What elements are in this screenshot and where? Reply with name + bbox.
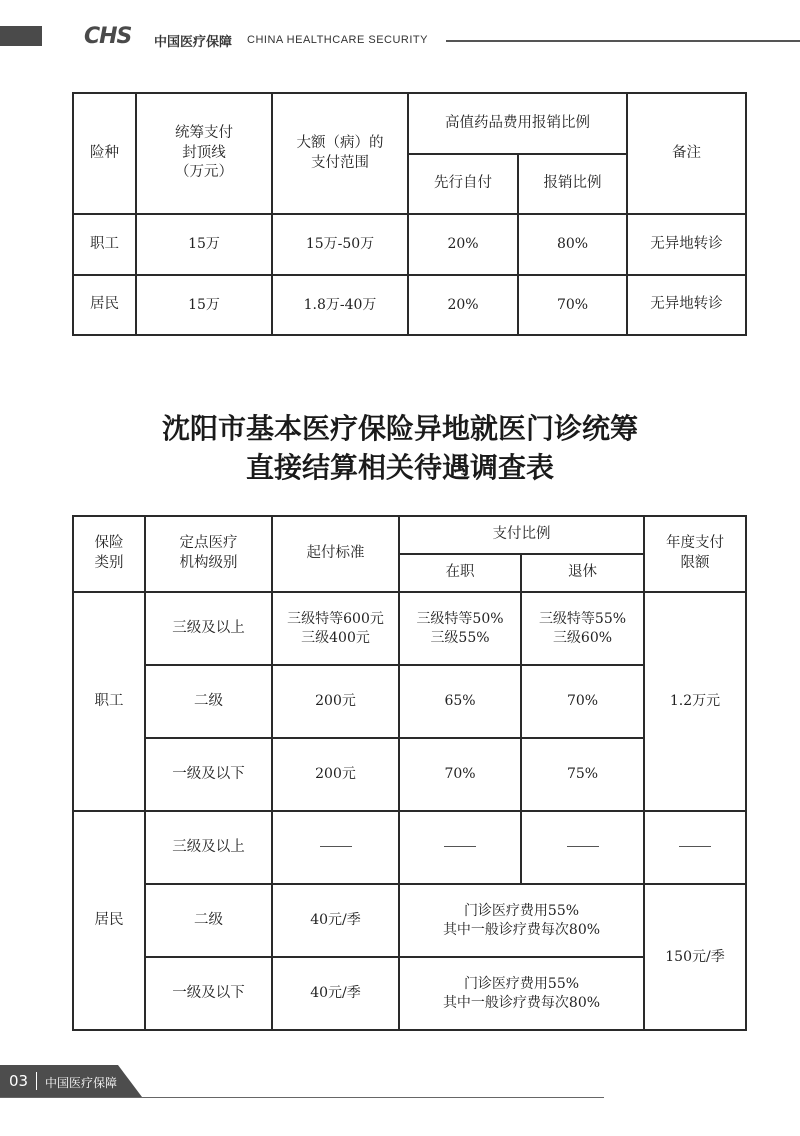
header-category: 保险 类别 (73, 516, 145, 592)
header-cap: 统筹支付 封顶线 （万元） (136, 93, 272, 214)
row-note: 无异地转诊 (627, 214, 746, 275)
row-range: 15万-50万 (272, 214, 408, 275)
header-accent-block (0, 26, 42, 46)
annual-limit-resident: 150元/季 (644, 884, 746, 1030)
retired-dash (521, 811, 644, 884)
facility-level: 二级 (145, 884, 272, 957)
survey-title-line1: 沈阳市基本医疗保险异地就医门诊统筹 (161, 412, 638, 445)
footer-separator (36, 1072, 37, 1090)
table-row (73, 275, 746, 335)
row-ratio: 70% (518, 275, 627, 335)
header-drug-ratio: 高值药品费用报销比例 (408, 93, 627, 154)
header-title-cn: 中国医疗保障 (154, 35, 233, 50)
row-type: 居民 (73, 275, 136, 335)
category-employee: 职工 (73, 592, 145, 811)
dash-mark (320, 846, 352, 847)
row-type: 职工 (73, 214, 136, 275)
header-employed: 在职 (399, 554, 521, 592)
table-row (73, 811, 746, 884)
resident-payment-ratio: 门诊医疗费用55% 其中一般诊疗费每次80% (399, 884, 644, 957)
header-reimburse-ratio: 报销比例 (518, 154, 627, 214)
employed-ratio: 65% (399, 665, 521, 738)
deductible-dash (272, 811, 399, 884)
row-range: 1.8万-40万 (272, 275, 408, 335)
header-facility-level: 定点医疗 机构级别 (145, 516, 272, 592)
table-row (73, 214, 746, 275)
facility-level: 三级及以上 (145, 592, 272, 665)
dash-mark (444, 846, 476, 847)
employed-dash (399, 811, 521, 884)
deductible: 40元/季 (272, 884, 399, 957)
header-annual-limit: 年度支付 限额 (644, 516, 746, 592)
reimbursement-table (72, 92, 747, 336)
outpatient-benefits-table (72, 515, 747, 1031)
facility-level: 二级 (145, 665, 272, 738)
row-ratio: 80% (518, 214, 627, 275)
retired-ratio: 75% (521, 738, 644, 811)
row-self-pay: 20% (408, 275, 518, 335)
chs-logo: CHS (84, 24, 132, 49)
row-cap: 15万 (136, 214, 272, 275)
row-note: 无异地转诊 (627, 275, 746, 335)
header-retired: 退休 (521, 554, 644, 592)
page-number: 03 (9, 1072, 29, 1090)
header-deductible: 起付标准 (272, 516, 399, 592)
dash-mark (679, 846, 711, 847)
header-range: 大额（病）的 支付范围 (272, 93, 408, 214)
facility-level: 一级及以下 (145, 738, 272, 811)
header-note: 备注 (627, 93, 746, 214)
employed-ratio: 三级特等50% 三级55% (399, 592, 521, 665)
deductible: 40元/季 (272, 957, 399, 1030)
header-title-en: CHINA HEALTHCARE SECURITY (247, 34, 428, 46)
table-row (73, 592, 746, 665)
header-self-pay: 先行自付 (408, 154, 518, 214)
deductible: 200元 (272, 665, 399, 738)
category-resident: 居民 (73, 811, 145, 1030)
footer-title: 中国医疗保障 (45, 1076, 118, 1090)
resident-payment-ratio: 门诊医疗费用55% 其中一般诊疗费每次80% (399, 957, 644, 1030)
annual-dash (644, 811, 746, 884)
employed-ratio: 70% (399, 738, 521, 811)
header-type: 险种 (73, 93, 136, 214)
row-cap: 15万 (136, 275, 272, 335)
table-row (73, 884, 746, 957)
deductible: 三级特等600元 三级400元 (272, 592, 399, 665)
survey-title-line2: 直接结算相关待遇调查表 (245, 451, 554, 484)
dash-mark (567, 846, 599, 847)
header-rule (446, 40, 800, 42)
annual-limit-employee: 1.2万元 (644, 592, 746, 811)
retired-ratio: 三级特等55% 三级60% (521, 592, 644, 665)
retired-ratio: 70% (521, 665, 644, 738)
header-payment-ratio: 支付比例 (399, 516, 644, 554)
deductible: 200元 (272, 738, 399, 811)
facility-level: 三级及以上 (145, 811, 272, 884)
footer-rule (0, 1097, 604, 1098)
facility-level: 一级及以下 (145, 957, 272, 1030)
row-self-pay: 20% (408, 214, 518, 275)
